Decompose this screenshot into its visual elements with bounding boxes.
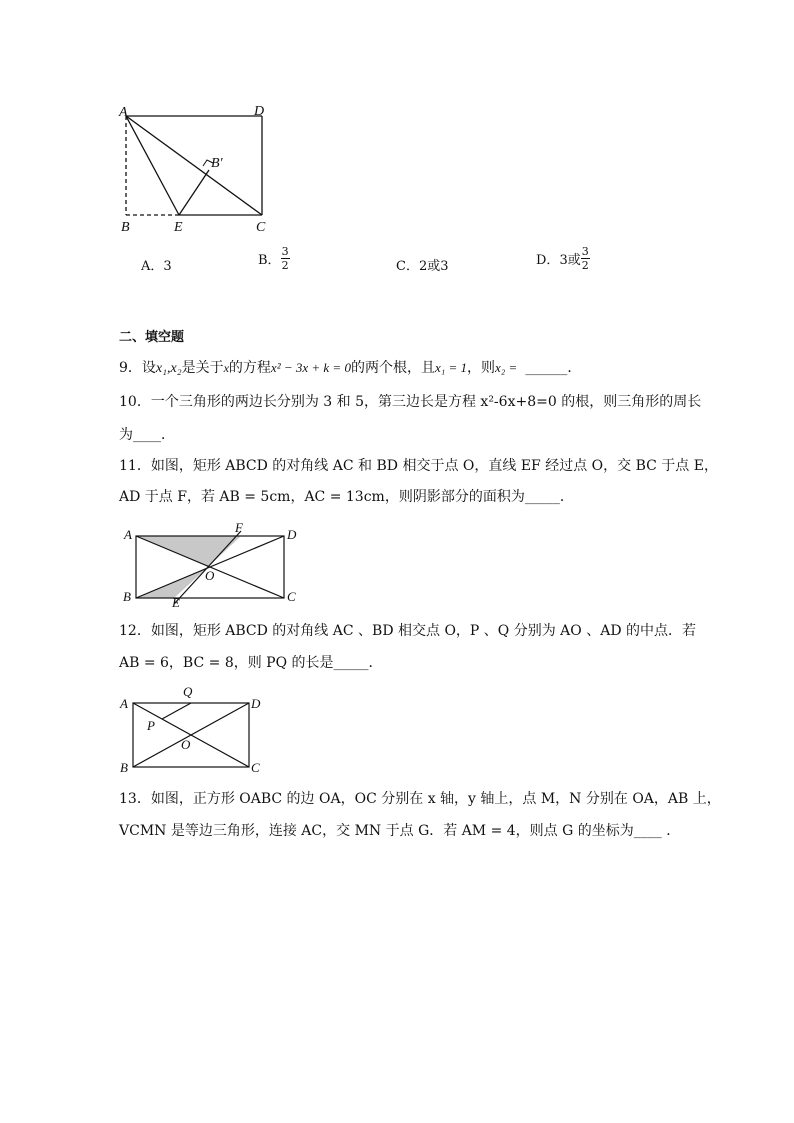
option-a: [141, 255, 172, 274]
label-B: B: [121, 220, 130, 235]
fraction-denominator: 2: [581, 259, 589, 272]
question-13-line-2: VCMN 是等边三角形，连接 AC，交 MN 于点 G．若 AM = 4，则点 G 的坐标为____ ．: [119, 823, 681, 839]
label-A: A: [119, 105, 128, 120]
figure-rectangle-shaded: [115, 518, 305, 610]
label-E: E: [174, 220, 183, 235]
option-a-letter: A．: [141, 259, 164, 274]
q9-ask: x₂ =: [495, 360, 518, 375]
label-P: P: [147, 718, 155, 733]
option-c-value: 2或3: [418, 259, 449, 274]
option-d: [536, 245, 590, 272]
label-A: A: [120, 696, 128, 711]
label-F: F: [235, 520, 243, 535]
section-title: 二、填空题: [119, 330, 185, 345]
option-b-fraction: [281, 245, 290, 272]
q9-answer-blank: ______: [525, 360, 568, 376]
label-C: C: [256, 220, 266, 235]
option-d-prefix: 3或: [559, 253, 581, 268]
label-C: C: [251, 760, 260, 775]
label-O: O: [181, 737, 191, 752]
fraction-numerator: 3: [281, 245, 289, 258]
option-c: [396, 255, 449, 274]
label-O: O: [205, 568, 215, 583]
fraction-numerator: 3: [581, 245, 589, 258]
q9-roots: x₁,x₂: [155, 361, 182, 376]
label-E: E: [172, 595, 180, 610]
label-B: B: [120, 760, 128, 775]
q9-text: 的方程: [228, 360, 271, 376]
label-D: D: [254, 104, 265, 119]
option-b: [258, 245, 290, 272]
question-11-line-1: 11．如图，矩形 ABCD 的对角线 AC 和 BD 相交于点 O，直线 EF 经过点 O，交 BC 于点 E，: [119, 458, 718, 474]
q9-var: x: [223, 361, 229, 375]
label-D: D: [287, 527, 297, 542]
question-10-line-1: 10．一个三角形的两边长分别为 3 和 5，第三边长是方程 x²-6x+8=0 的根，则三角形的周长: [119, 394, 702, 410]
label-A: A: [124, 527, 132, 542]
question-12-line-1: 12．如图，矩形 ABCD 的对角线 AC 、BD 相交点 O，P 、Q 分别为 AO 、AD 的中点．若: [119, 623, 696, 639]
label-D: D: [251, 696, 261, 711]
option-d-fraction: [581, 245, 590, 272]
q9-text: 是关于: [181, 360, 224, 376]
figure-rectangle-midpoints: [115, 680, 275, 777]
question-11-line-2: AD 于点 F，若 AB = 5cm，AC = 13cm，则阴影部分的面积为_____．: [119, 489, 574, 505]
q9-text: 的两个根，且: [350, 360, 435, 376]
q9-text: ，则: [467, 360, 496, 376]
q9-number: 9．设: [119, 360, 156, 376]
q9-equation: x² − 3x + k = 0: [270, 360, 351, 375]
label-Q: Q: [183, 684, 193, 699]
question-9: [119, 358, 581, 379]
option-d-letter: D．: [536, 253, 560, 268]
label-C: C: [287, 589, 296, 604]
q9-condition: x₁ = 1: [434, 360, 468, 375]
figure-fold-rectangle: [110, 95, 280, 240]
option-c-letter: C．: [396, 259, 419, 274]
option-b-letter: B．: [258, 253, 281, 268]
question-13-line-1: 13．如图，正方形 OABC 的边 OA，OC 分别在 x 轴，y 轴上，点 M，N 分别在 OA，AB 上，: [119, 791, 721, 807]
question-12-line-2: AB = 6，BC = 8，则 PQ 的长是_____．: [119, 655, 383, 671]
option-a-value: 3: [163, 259, 172, 274]
fraction-denominator: 2: [281, 259, 289, 272]
label-B: B: [123, 589, 131, 604]
label-B-prime: B′: [211, 156, 223, 171]
q9-end: ．: [567, 360, 582, 376]
question-10-line-2: 为____．: [119, 427, 175, 443]
